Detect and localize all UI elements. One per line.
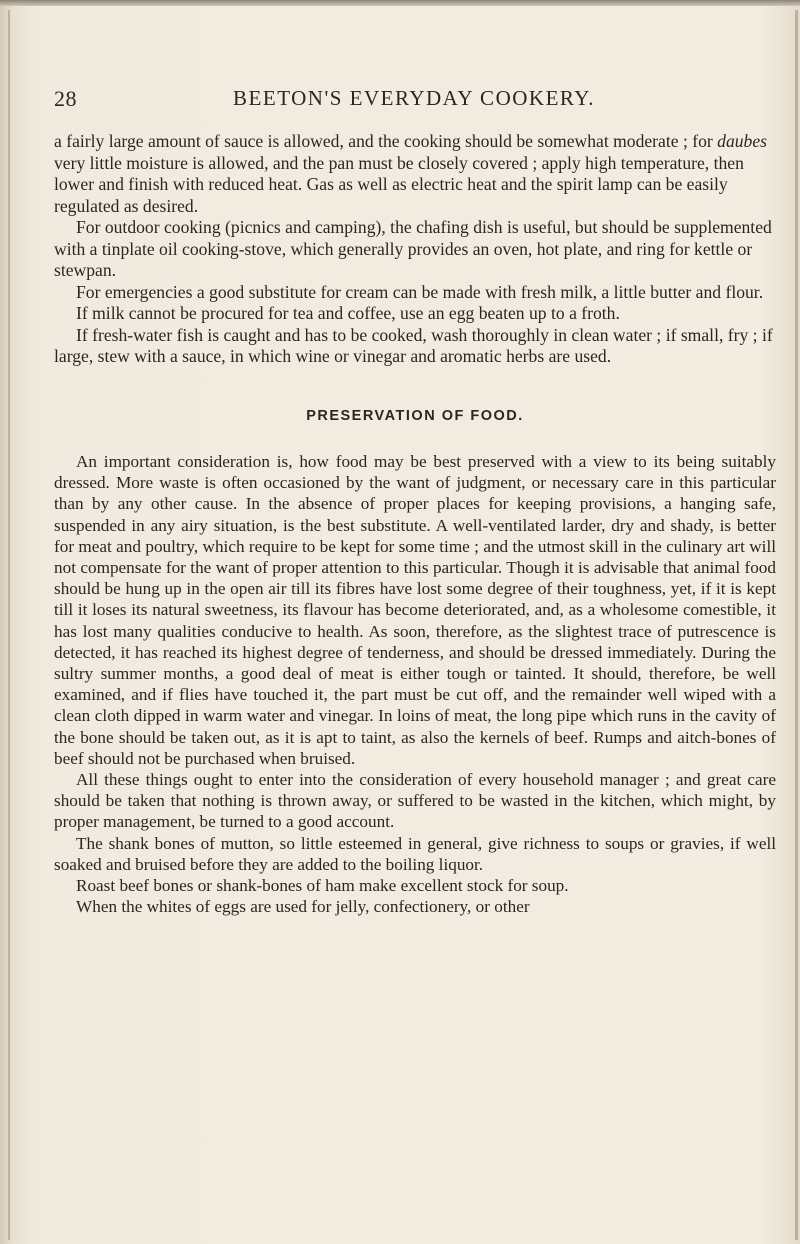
paragraph-preservation: An important consideration is, how food may be best preserved with a view to its being suitably dressed. More waste is often occasioned by the want of judgment, or necessary care in this particular than by any other cause. In the absence of proper places for keeping provisions, a hanging safe, suspended in any airy situation, is the best substitute. A well-ventilated larder, dry and shady, is better for meat and poultry, which require to be kept for some time ; and the utmost skill in the culinary art will not compensate for the want of proper attention to this particular. Though it is advisable that animal food should be hung up in the open air till its fibres have lost some degree of their toughness, yet, if it is kept till it loses its natural sweetness, its flavour has become deteriorated, and, as a wholesome comestible, it has lost many qualities conducive to health. As soon, therefore, as the slightest trace of putrescence is detected, it has reached its highest degree of tenderness, and should be dressed immediately. During the sultry summer months, a good deal of meat is either tough or tainted. It should, therefore, be well examined, and if flies have touched it, the part must be cut off, and the remainder well wiped with a clean cloth dipped in warm water and vinegar. In loins of meat, the long pipe which runs in the cavity of the bone should be taken out, as it is apt to taint, as also the kernels of beef. Rumps and aitch-bones of beef should not be purchased when bruised.: [54, 452, 776, 768]
preservation-section: [54, 451, 776, 917]
paragraph-household-manager: All these things ought to enter into the consideration of every household manager ; and great care should be taken that nothing is thrown away, or suffered to be wasted in the kitchen, which might, by proper management, be turned to a good account.: [54, 770, 776, 832]
italic-term: daubes: [717, 131, 767, 151]
paragraph-fresh-water-fish: If fresh-water fish is caught and has to be cooked, wash thoroughly in clean water ; if small, fry ; if large, stew with a sauce, in which wine or vinegar and aromatic herbs are used.: [54, 324, 773, 366]
paragraph-milk-substitute: If milk cannot be procured for tea and coffee, use an egg beaten up to a froth.: [76, 303, 620, 323]
page-edge: [795, 10, 798, 1240]
running-title: BEETON'S EVERYDAY COOKERY.: [233, 86, 595, 110]
page-number: 28: [54, 86, 77, 111]
paragraph-daubes: [54, 131, 776, 217]
paragraph-cream-substitute: For emergencies a good substitute for cream can be made with fresh milk, a little butter and flour.: [76, 281, 764, 302]
top-edge-shadow: [0, 0, 800, 6]
paragraph-roast-beef-bones: Roast beef bones or shank-bones of ham make excellent stock for soup.: [76, 876, 569, 896]
paragraph-text: a fairly large amount of sauce is allowed, and the cooking should be somewhat moderate ; for: [54, 131, 718, 151]
page-body: [54, 131, 776, 917]
paragraph-outdoor-cooking: For outdoor cooking (picnics and camping), the chafing dish is useful, but should be supplemented with a tinplate oil cooking-stove, which generally provides an oven, hot plate, and ring for kettle or stewpan.: [54, 217, 772, 280]
paragraph-text: very little moisture is allowed, and the pan must be closely covered ; apply high temperature, then lower and finish with reduced heat. Gas as well as electric heat and the spirit lamp can be easily regulated as desired.: [54, 152, 744, 216]
page-header: [54, 86, 774, 116]
section-heading: PRESERVATION OF FOOD.: [306, 407, 524, 424]
paragraph-shank-bones: The shank bones of mutton, so little esteemed in general, give richness to soups or gravies, if well soaked and bruised before they are added to the boiling liquor.: [54, 833, 776, 874]
binding-edge: [8, 10, 10, 1240]
paragraph-egg-whites: When the whites of eggs are used for jelly, confectionery, or other: [76, 897, 530, 917]
